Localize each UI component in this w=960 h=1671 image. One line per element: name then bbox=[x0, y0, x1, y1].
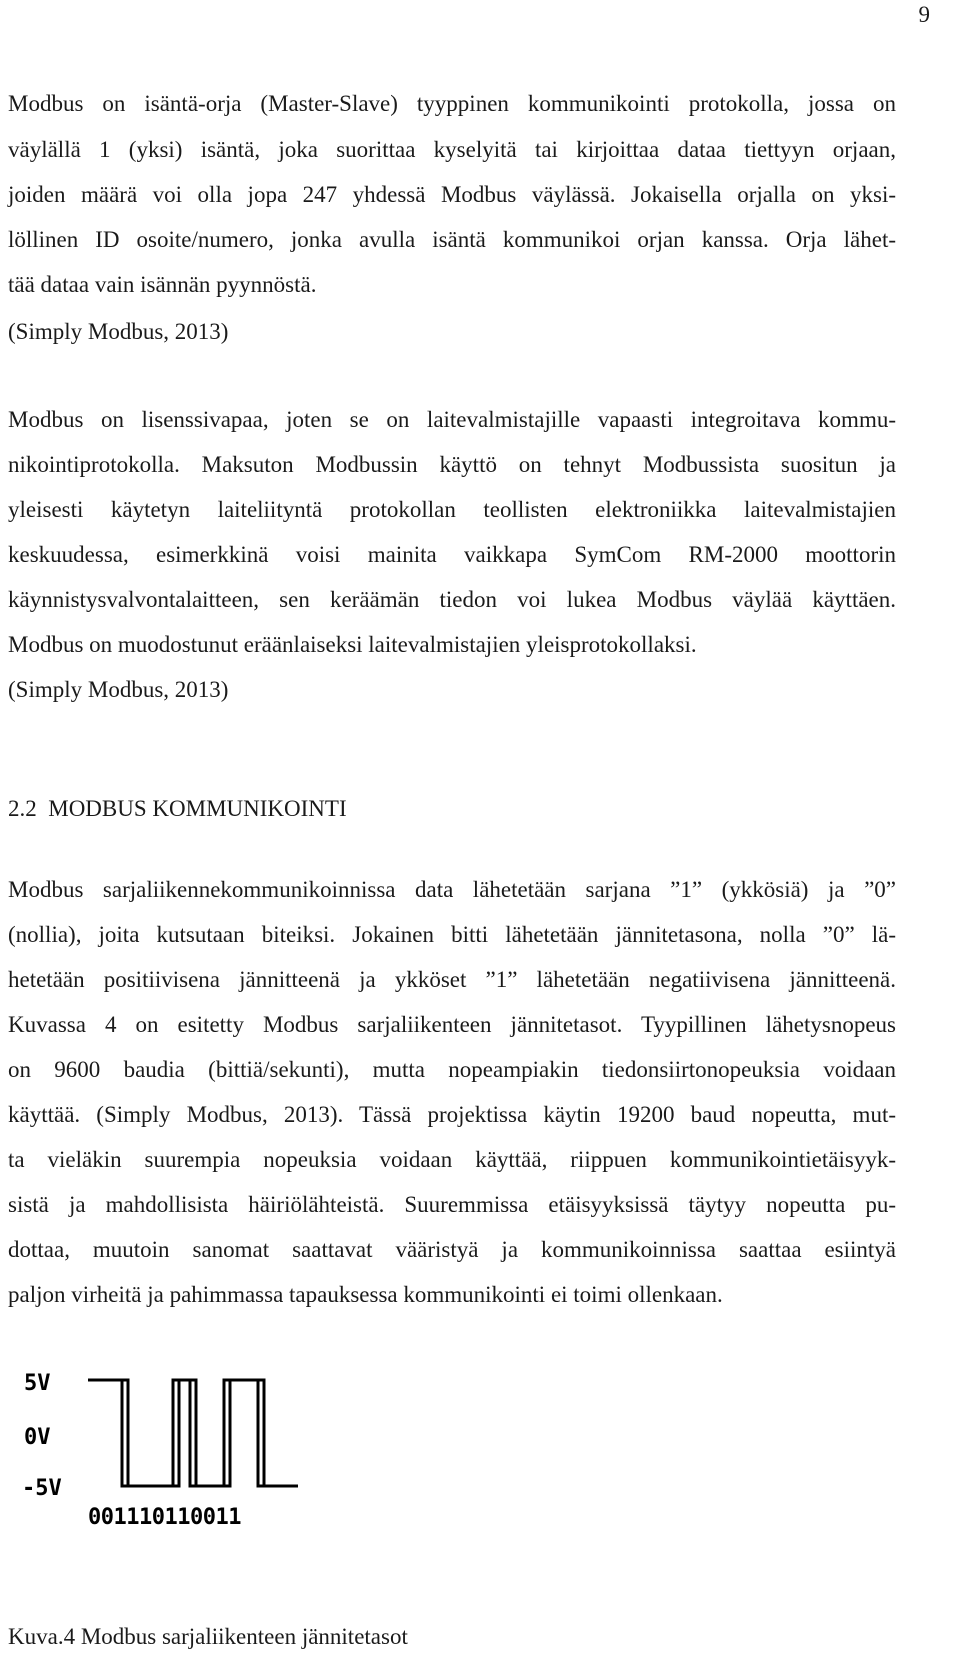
paragraph-line: paljon virheitä ja pahimmassa tapauksessa kommunikointi ei toimi ollenkaan. bbox=[8, 1282, 723, 1307]
section-heading: 2.2 MODBUS KOMMUNIKOINTI bbox=[8, 796, 347, 821]
paragraph-line: tää dataa vain isännän pyynnöstä. bbox=[8, 272, 317, 297]
citation: (Simply Modbus, 2013) bbox=[8, 677, 229, 702]
citation: (Simply Modbus, 2013) bbox=[8, 319, 229, 344]
paragraph-line: käyttää. (Simply Modbus, 2013). Tässä projektissa käytin 19200 baud nopeutta, mut- bbox=[8, 1102, 896, 1127]
paragraph-line: sistä ja mahdollisista häiriölähteistä. Suuremmissa etäisyyksissä täytyy nopeutta pu- bbox=[8, 1192, 896, 1217]
paragraph-line: Modbus sarjaliikennekommunikoinnissa data lähetetään sarjana ”1” (ykkösiä) ja ”0” bbox=[8, 877, 896, 902]
paragraph-line: ta vieläkin suurempia nopeuksia voidaan käyttää, riippuen kommunikointietäisyyk- bbox=[8, 1147, 896, 1172]
waveform-signal bbox=[88, 1380, 298, 1486]
voltage-waveform-figure bbox=[20, 1362, 310, 1532]
paragraph-line: keskuudessa, esimerkkinä voisi mainita vaikkapa SymCom RM-2000 moottorin bbox=[8, 542, 896, 567]
paragraph-line: dottaa, muutoin sanomat saattavat vääristyä ja kommunikoinnissa saattaa esiintyä bbox=[8, 1237, 896, 1262]
label-5v: 5V bbox=[24, 1371, 51, 1396]
waveform-trace-inner bbox=[94, 1380, 298, 1486]
paragraph-line: yleisesti käytetyn laiteliityntä protokollan teollisten elektroniikka laitevalmistajien bbox=[8, 497, 896, 522]
paragraph-line: löllinen ID osoite/numero, jonka avulla isäntä kommunikoi orjan kanssa. Orja lähet- bbox=[8, 227, 896, 252]
paragraph-line: väylällä 1 (yksi) isäntä, joka suorittaa kyselyitä tai kirjoittaa dataa tiettyyn orjaan, bbox=[8, 137, 896, 162]
paragraph-line: Modbus on lisenssivapaa, joten se on laitevalmistajille vapaasti integroitava kommu- bbox=[8, 407, 896, 432]
bit-sequence: 001110110011 bbox=[88, 1505, 241, 1530]
page-number: 9 bbox=[918, 2, 930, 27]
paragraph-line: (nollia), joita kutsutaan biteiksi. Jokainen bitti lähetetään jännitetasona, nolla ”0” lä- bbox=[8, 922, 896, 947]
label-0v: 0V bbox=[24, 1425, 51, 1450]
paragraph-line: joiden määrä voi olla jopa 247 yhdessä Modbus väylässä. Jokaisella orjalla on yksi- bbox=[8, 182, 896, 207]
paragraph-line: hetetään positiivisena jännitteenä ja ykköset ”1” lähetetään negatiivisena jännitteenä. bbox=[8, 967, 896, 992]
paragraph-line: nikointiprotokolla. Maksuton Modbussin käyttö on tehnyt Modbussista suositun ja bbox=[8, 452, 896, 477]
label-neg5v: -5V bbox=[22, 1476, 62, 1501]
paragraph-line: Kuvassa 4 on esitetty Modbus sarjaliikenteen jännitetasot. Tyypillinen lähetysnopeus bbox=[8, 1012, 896, 1037]
paragraph-line: on 9600 baudia (bittiä/sekunti), mutta nopeampiakin tiedonsiirtonopeuksia voidaan bbox=[8, 1057, 896, 1082]
paragraph-line: käynnistysvalvontalaitteen, sen keräämän tiedon voi lukea Modbus väylää käyttäen. bbox=[8, 587, 896, 612]
paragraph-line: Modbus on muodostunut eräänlaiseksi laitevalmistajien yleisprotokollaksi. bbox=[8, 632, 697, 657]
waveform-trace-outer bbox=[88, 1380, 292, 1486]
paragraph-line: Modbus on isäntä-orja (Master-Slave) tyyppinen kommunikointi protokolla, jossa on bbox=[8, 91, 896, 116]
figure-caption: Kuva.4 Modbus sarjaliikenteen jännitetasot bbox=[8, 1624, 408, 1649]
